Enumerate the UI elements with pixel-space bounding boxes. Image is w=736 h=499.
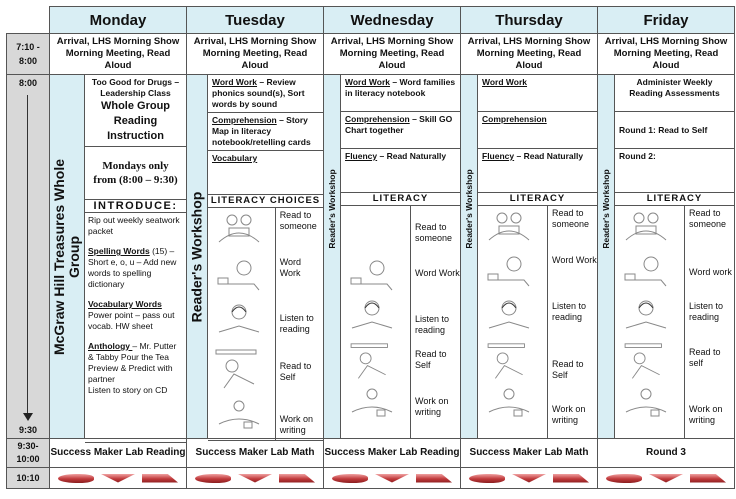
read-to-someone-icon	[214, 212, 264, 246]
time-end: 9:30	[18, 425, 37, 435]
arrival-monday: Arrival, LHS Morning Show Morning Meeting, Read Aloud	[50, 34, 187, 75]
day-header-friday: Friday	[598, 7, 735, 34]
leadership-class-text: Too Good for Drugs – Leadership Class	[91, 77, 180, 98]
listen-to-reading-icon	[484, 298, 534, 332]
choice-label: Read to someone	[415, 222, 453, 243]
success-wednesday: Success Maker Lab Reading	[324, 439, 461, 468]
wednesday-fluency: Fluency – Read Naturally	[341, 149, 460, 193]
gym-friday	[598, 468, 735, 489]
friday-literacy-choices	[615, 206, 734, 439]
monday-side-band	[50, 75, 85, 438]
friday-pictures	[615, 206, 685, 438]
thursday-comprehension: Comprehension	[478, 112, 597, 149]
thursday-fluency: Fluency – Read Naturally	[478, 149, 597, 193]
word-work-icon	[214, 258, 264, 292]
choice-label: Work on writing	[552, 404, 586, 425]
arrow-line	[27, 95, 28, 415]
thursday-block	[461, 75, 598, 439]
thursday-choice-labels	[548, 206, 597, 438]
choice-label: Word work	[689, 267, 732, 277]
thursday-pictures	[478, 206, 548, 438]
arrow-down-icon	[23, 413, 33, 421]
choice-label: Read to someone	[552, 208, 590, 229]
choice-label: Work on writing	[415, 396, 449, 417]
wednesday-literacy-header: LITERACY	[341, 193, 460, 206]
friday-literacy-header: LITERACY	[615, 193, 734, 206]
work-on-writing-icon	[621, 386, 671, 420]
mondays-only-cell: Mondays only from (8:00 – 9:30)	[85, 147, 186, 200]
wednesday-block	[324, 75, 461, 439]
monday-side-label: McGraw Hill Treasures Whole Group	[51, 158, 82, 355]
choice-label: Work on writing	[279, 414, 314, 435]
choice-label: Listen to reading	[415, 314, 450, 335]
introduce-content	[85, 213, 186, 443]
friday-side-label: Reader's Workshop	[601, 169, 611, 249]
gym-thursday	[461, 468, 598, 489]
read-to-someone-icon	[484, 210, 534, 244]
success-monday: Success Maker Lab Reading	[50, 439, 187, 468]
work-on-writing-icon	[347, 386, 397, 420]
choice-label: Read to Self	[415, 349, 447, 370]
listen-to-reading-icon	[214, 302, 264, 336]
tuesday-literacy-header: LITERACY CHOICES	[208, 195, 323, 208]
word-work-icon	[484, 254, 534, 288]
wednesday-pictures	[341, 206, 411, 438]
tuesday-vocabulary: Vocabulary	[208, 151, 323, 195]
read-to-self-icon	[347, 342, 397, 382]
introduce-header: INTRODUCE:	[85, 200, 186, 213]
work-on-writing-icon	[484, 386, 534, 420]
monday-block	[50, 75, 187, 439]
choice-label: Read to Self	[279, 361, 312, 382]
read-to-self-icon	[484, 342, 534, 382]
time-710: 7:10 - 8:00	[7, 34, 50, 75]
choice-label: Read to self	[689, 347, 721, 368]
read-to-someone-icon	[621, 210, 671, 244]
wednesday-choice-labels	[411, 206, 460, 438]
arrival-wednesday: Arrival, LHS Morning Show Morning Meeting, Read Aloud	[324, 34, 461, 75]
read-to-self-icon	[621, 342, 671, 382]
choice-label: Read to someone	[279, 210, 317, 231]
time-930: 9:30- 10:00	[7, 439, 50, 468]
friday-round-1: Round 1: Read to Self	[615, 112, 734, 149]
thursday-side-label: Reader's Workshop	[464, 169, 474, 249]
gym-wednesday	[324, 468, 461, 489]
wednesday-literacy-choices	[341, 206, 460, 439]
friday-assessments: Administer Weekly Reading Assessments	[615, 75, 734, 112]
intro-listen: Listen to story on CD	[88, 385, 168, 395]
choice-label: Word Work	[279, 257, 302, 278]
tuesday-literacy-choices	[208, 208, 323, 441]
time-800-930	[7, 75, 50, 439]
tuesday-choice-labels	[276, 208, 323, 440]
choice-label: Listen to reading	[689, 301, 724, 322]
tuesday-comprehension: Comprehension – Story Map in literacy notebook/retelling cards	[208, 113, 323, 151]
thursday-literacy-header: LITERACY	[478, 193, 597, 206]
round-3-friday: Round 3	[598, 439, 735, 468]
success-tuesday: Success Maker Lab Math	[187, 439, 324, 468]
word-work-icon	[347, 258, 397, 292]
thursday-side-band	[461, 75, 478, 438]
choice-label: Work on writing	[689, 404, 723, 425]
thursday-literacy-choices	[478, 206, 597, 439]
friday-choice-labels	[685, 206, 734, 438]
intro-vocab-text: Power point – pass out vocab. HW sheet	[88, 310, 175, 331]
tuesday-word-work: Word Work – Review phonics sound(s), Sort words by sound	[208, 75, 323, 113]
choice-label: Read to Self	[552, 359, 584, 380]
arrival-row	[7, 34, 735, 75]
gym-graphic-icon	[461, 468, 597, 488]
wednesday-side-band	[324, 75, 341, 438]
reading-block-row	[7, 75, 735, 439]
gym-row	[7, 468, 735, 489]
intro-preview: Preview & Predict with partner	[88, 363, 173, 384]
day-header-thursday: Thursday	[461, 7, 598, 34]
whole-group-text: Whole Group Reading Instruction	[100, 100, 171, 142]
arrival-friday: Arrival, LHS Morning Show Morning Meeting, Read Aloud	[598, 34, 735, 75]
intro-seatwork: Rip out weekly seatwork packet	[88, 215, 180, 236]
gym-graphic-icon	[187, 468, 323, 488]
success-thursday: Success Maker Lab Math	[461, 439, 598, 468]
header-row	[7, 7, 735, 34]
thursday-word-work: Word Work	[478, 75, 597, 112]
day-header-wednesday: Wednesday	[324, 7, 461, 34]
intro-vocab-title: Vocabulary Words	[88, 299, 162, 309]
work-on-writing-icon	[214, 398, 264, 432]
gym-monday	[50, 468, 187, 489]
choice-label: Listen to reading	[552, 301, 587, 322]
intro-anthology: Anthology – Mr. Putter & Tabby Pour the Tea	[88, 341, 177, 362]
friday-round-2: Round 2:	[615, 149, 734, 193]
tuesday-pictures	[208, 208, 276, 440]
tuesday-side-label: Reader's Workshop	[188, 191, 205, 322]
gym-graphic-icon	[324, 468, 460, 488]
time-1010: 10:10	[7, 468, 50, 489]
gym-graphic-icon	[50, 468, 186, 488]
intro-spelling: Spelling Words (15) – Short e, o, u – Add new words to spelling dictionary	[88, 246, 177, 289]
corner-cell	[7, 7, 50, 34]
tuesday-block	[187, 75, 324, 439]
friday-block	[598, 75, 735, 439]
friday-side-band	[598, 75, 615, 438]
gym-graphic-icon	[598, 468, 734, 488]
listen-to-reading-icon	[347, 298, 397, 332]
gym-tuesday	[187, 468, 324, 489]
wednesday-word-work: Word Work – Word families in literacy notebook	[341, 75, 460, 112]
time-start: 8:00	[18, 78, 37, 88]
wednesday-comprehension: Comprehension – Skill GO Chart together	[341, 112, 460, 149]
listen-to-reading-icon	[621, 298, 671, 332]
choice-label: Word Work	[415, 268, 460, 278]
choice-label: Read to someone	[689, 208, 727, 229]
day-header-monday: Monday	[50, 7, 187, 34]
word-work-icon	[621, 254, 671, 288]
arrival-thursday: Arrival, LHS Morning Show Morning Meeting, Read Aloud	[461, 34, 598, 75]
wednesday-side-label: Reader's Workshop	[327, 169, 337, 249]
choice-label: Listen to reading	[279, 313, 314, 334]
arrival-tuesday: Arrival, LHS Morning Show Morning Meeting, Read Aloud	[187, 34, 324, 75]
read-to-self-icon	[214, 348, 264, 392]
tuesday-side-band	[187, 75, 208, 438]
weekly-schedule-table	[6, 6, 735, 489]
choice-label: Word Work	[552, 255, 597, 265]
monday-whole-group-cell	[85, 75, 186, 147]
day-header-tuesday: Tuesday	[187, 7, 324, 34]
